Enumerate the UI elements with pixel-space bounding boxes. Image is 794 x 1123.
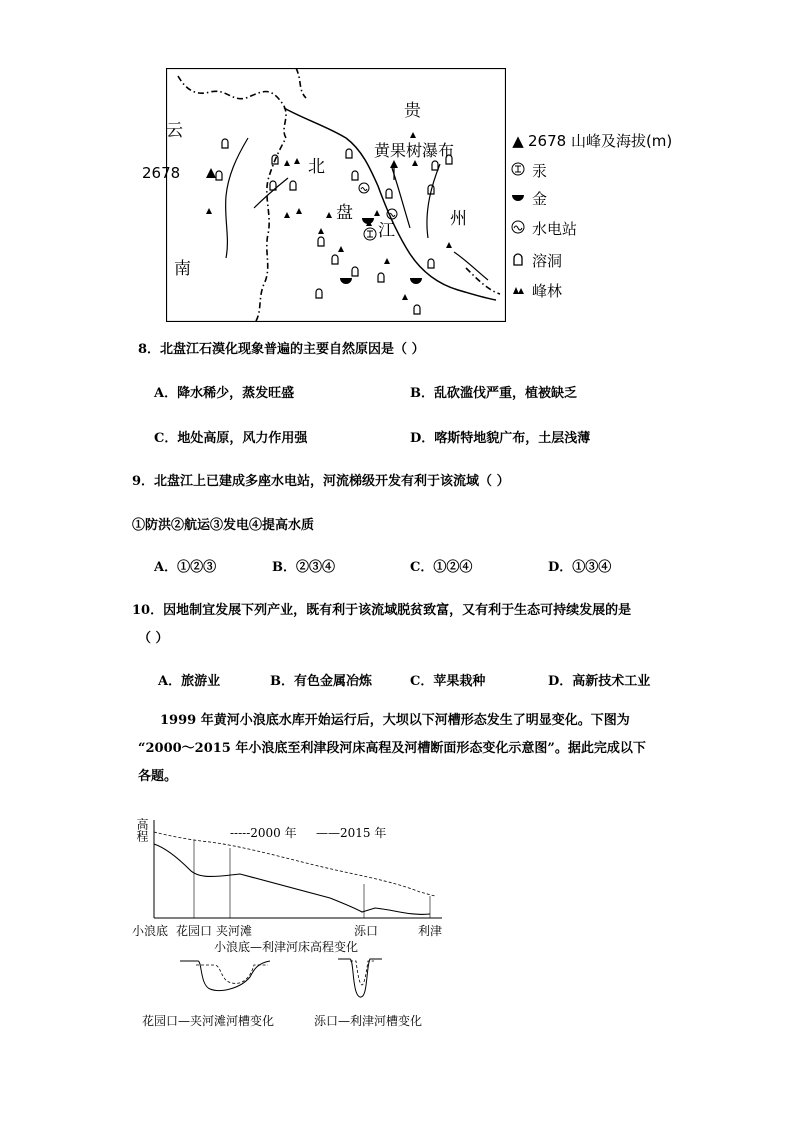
- question-9-option-b[interactable]: B．②③④: [272, 560, 335, 575]
- intro-line-2: “2000～2015 年小浪底至利津段河床高程及河槽断面形态变化示意图”。据此完成以下: [138, 741, 646, 756]
- peak-forest-icon: [510, 282, 526, 300]
- cross-section-luokou: [336, 955, 396, 1005]
- intro-line-3: 各题。: [138, 769, 178, 784]
- province-border-east: [466, 268, 500, 294]
- province-border-top: [296, 68, 306, 98]
- mercury-marker: [364, 228, 376, 240]
- gold-marker: [362, 218, 374, 224]
- line-2000: [154, 832, 435, 896]
- line-2015: [154, 844, 430, 914]
- question-10-option-c[interactable]: C．苹果栽种: [410, 674, 486, 689]
- chart-ylabel: 高程: [135, 818, 149, 842]
- river-branch-west: [226, 138, 248, 258]
- gold-marker: [340, 278, 352, 284]
- map-label-bei: 北: [308, 157, 325, 177]
- question-8-option-a[interactable]: A．降水稀少，蒸发旺盛: [154, 386, 295, 401]
- map-drawing: [166, 68, 506, 322]
- question-8-option-b[interactable]: B．乱砍滥伐严重，植被缺乏: [410, 386, 577, 401]
- legend-item: 汞: [510, 160, 547, 181]
- map-label-jiang: 江: [378, 221, 395, 241]
- question-10-option-b[interactable]: B．有色金属冶炼: [270, 674, 372, 689]
- legend-item: ▲ 2678 山峰及海拔(m): [510, 130, 672, 151]
- map-label-yun: 云: [166, 121, 183, 141]
- gold-symbol-icon: [510, 190, 526, 208]
- question-10-option-d[interactable]: D．高新技术工业: [548, 674, 651, 689]
- question-9-option-c[interactable]: C．①②④: [410, 560, 473, 575]
- mercury-symbol-icon: [510, 162, 526, 180]
- cave-symbol-icon: [510, 252, 526, 270]
- legend-item: 金: [510, 188, 547, 209]
- legend-item: 溶洞: [510, 250, 562, 271]
- province-border: [178, 76, 286, 321]
- map-label-pan: 盘: [336, 203, 353, 223]
- question-10-stem-cont: （ ）: [138, 631, 169, 646]
- question-9-stem: 9．北盘江上已建成多座水电站，河流梯级开发有利于该流域（ ）: [132, 474, 510, 489]
- question-10-stem: 10．因地制宜发展下列产业，既有利于该流域脱贫致富，又有利于生态可持续发展的是: [132, 603, 632, 618]
- map-label-nan: 南: [174, 259, 191, 279]
- x-label-huayuankou: 花园口: [176, 924, 213, 938]
- map-label-peak: 2678: [142, 164, 181, 182]
- map-label-waterfall: 黄果树瀑布: [374, 141, 455, 160]
- map-label-gui: 贵: [404, 101, 421, 121]
- question-10-option-a[interactable]: A．旅游业: [158, 674, 221, 689]
- peak-triangle-icon: ▲: [512, 132, 524, 150]
- x-label-jiahetan: 夹河滩: [216, 924, 253, 938]
- river-branch-nw: [254, 178, 288, 208]
- river-branch-east: [427, 164, 440, 238]
- legend-2015: ——2015 年: [316, 826, 387, 840]
- question-9-statements: ①防洪②航运③发电④提高水质: [132, 518, 315, 533]
- question-9-option-a[interactable]: A．①②③: [154, 560, 217, 575]
- x-label-lijin: 利津: [418, 924, 443, 938]
- caption-huayuankou: 花园口—夹河滩河槽变化: [142, 1014, 275, 1028]
- elevation-chart: [130, 812, 460, 952]
- legend-item: 峰林: [510, 280, 562, 301]
- hydropower-symbol-icon: [510, 220, 526, 238]
- map-legend: [510, 130, 710, 300]
- x-label-xiaolangdi: 小浪底: [132, 924, 169, 938]
- map-figure: [142, 68, 506, 322]
- gold-marker: [410, 278, 422, 284]
- x-label-luokou: 泺口: [354, 924, 379, 938]
- question-9-option-d[interactable]: D．①③④: [548, 560, 612, 575]
- legend-item: 水电站: [510, 218, 577, 239]
- peak-2678-marker: [206, 168, 216, 178]
- cross-section-huayuankou: [180, 955, 280, 1005]
- question-8-option-c[interactable]: C．地处高原，风力作用强: [154, 431, 308, 446]
- chart-title: 小浪底—利津河床高程变化: [214, 940, 359, 954]
- question-8-stem: 8．北盘江石漠化现象普遍的主要自然原因是（ ）: [138, 342, 425, 357]
- legend-2000: -----2000 年: [230, 826, 297, 840]
- river-branch-se: [454, 252, 488, 280]
- intro-paragraph: [138, 707, 678, 791]
- question-8-option-d[interactable]: D．喀斯特地貌广布，土层浅薄: [410, 431, 591, 446]
- caption-luokou: 泺口—利津河槽变化: [314, 1014, 423, 1028]
- map-label-zhou: 州: [450, 209, 467, 229]
- intro-line-1: 1999 年黄河小浪底水库开始运行后，大坝以下河槽形态发生了明显变化。下图为: [160, 713, 630, 728]
